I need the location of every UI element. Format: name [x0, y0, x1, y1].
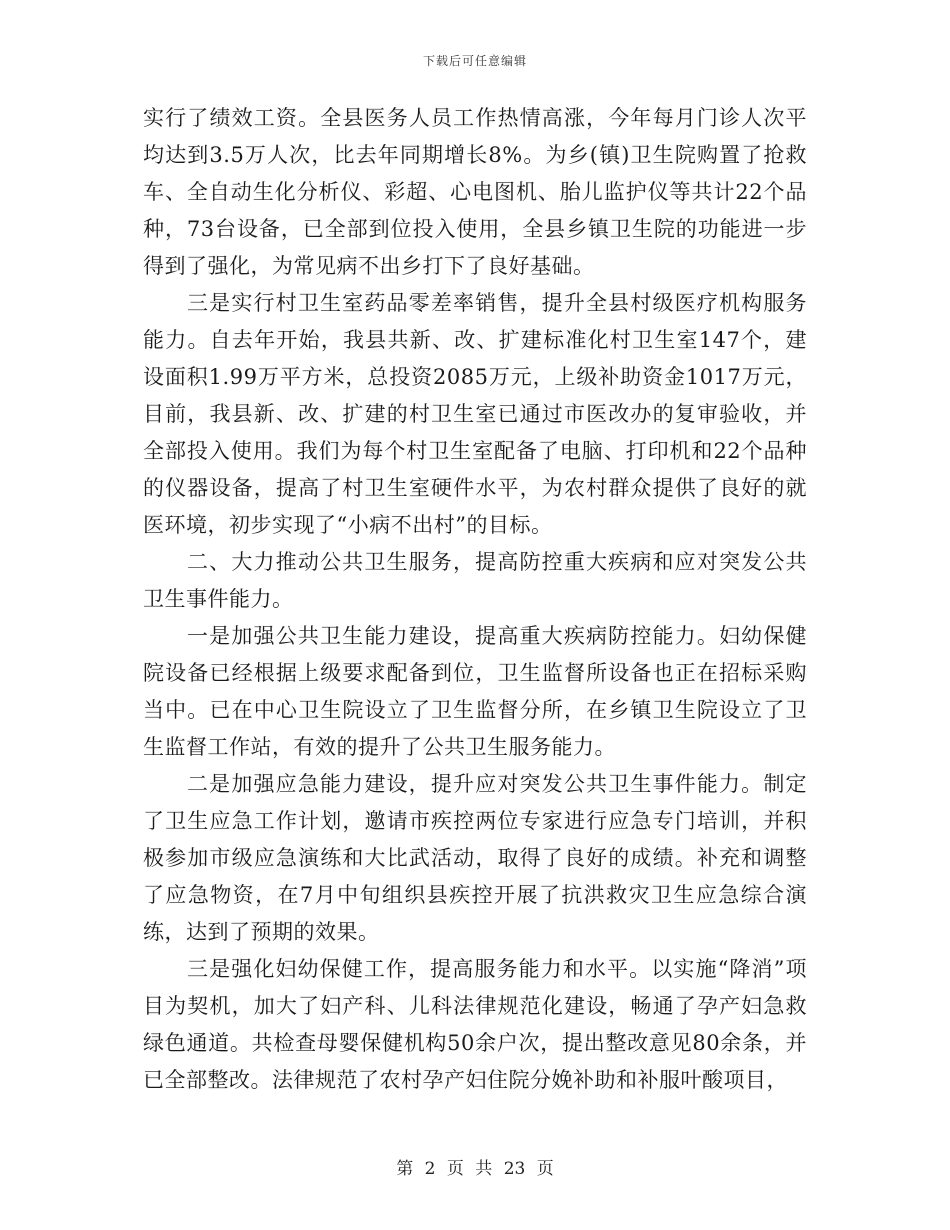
- paragraph-5: 二是加强应急能力建设，提升应对突发公共卫生事件能力。制定了卫生应急工作计划，邀请市疾控两位专家进行应急专门培训，并积极参加市级应急演练和大比武活动，取得了良好的成绩。补充和调整了应急物资，在7月中旬组织县疾控开展了抗洪救灾卫生应急综合演练，达到了预期的效果。: [143, 772, 807, 944]
- paragraph-4: 一是加强公共卫生能力建设，提高重大疾病防控能力。妇幼保健院设备已经根据上级要求配备到位，卫生监督所设备也正在招标采购当中。已在中心卫生院设立了卫生监督分所，在乡镇卫生院设立了卫生监督工作站，有效的提升了公共卫生服务能力。: [143, 624, 807, 759]
- page-number-footer: 第 2 页 共 23 页: [396, 1159, 554, 1179]
- paragraph-3-section-heading: 二、大力推动公共卫生服务，提高防控重大疾病和应对突发公共卫生事件能力。: [143, 550, 807, 611]
- paragraph-2: 三是实行村卫生室药品零差率销售，提升全县村级医疗机构服务能力。自去年开始，我县共新、改、扩建标准化村卫生室147个，建设面积1.99万平方米，总投资2085万元，上级补助资金1017万元，目前，我县新、改、扩建的村卫生室已通过市医改办的复审验收，并全部投入使用。我们为每个村卫生室配备了电脑、打印机和22个品种的仪器设备，提高了村卫生室硬件水平，为农村群众提供了良好的就医环境，初步实现了“小病不出村”的目标。: [143, 291, 807, 537]
- page-header-note: 下载后可任意编辑: [422, 54, 527, 68]
- document-body: [143, 100, 807, 1099]
- paragraph-6: 三是强化妇幼保健工作，提高服务能力和水平。以实施“降消”项目为契机，加大了妇产科、儿科法律规范化建设，畅通了孕产妇急救绿色通道。共检查母婴保健机构50余户次，提出整改意见80余条，并已全部整改。法律规范了农村孕产妇住院分娩补助和补服叶酸项目，: [143, 957, 807, 1092]
- paragraph-1: 实行了绩效工资。全县医务人员工作热情高涨，今年每月门诊人次平均达到3.5万人次，比去年同期增长8%。为乡(镇)卫生院购置了抢救车、全自动生化分析仪、彩超、心电图机、胎儿监护仪等共计22个品种，73台设备，已全部到位投入使用，全县乡镇卫生院的功能进一步得到了强化，为常见病不出乡打下了良好基础。: [143, 106, 807, 278]
